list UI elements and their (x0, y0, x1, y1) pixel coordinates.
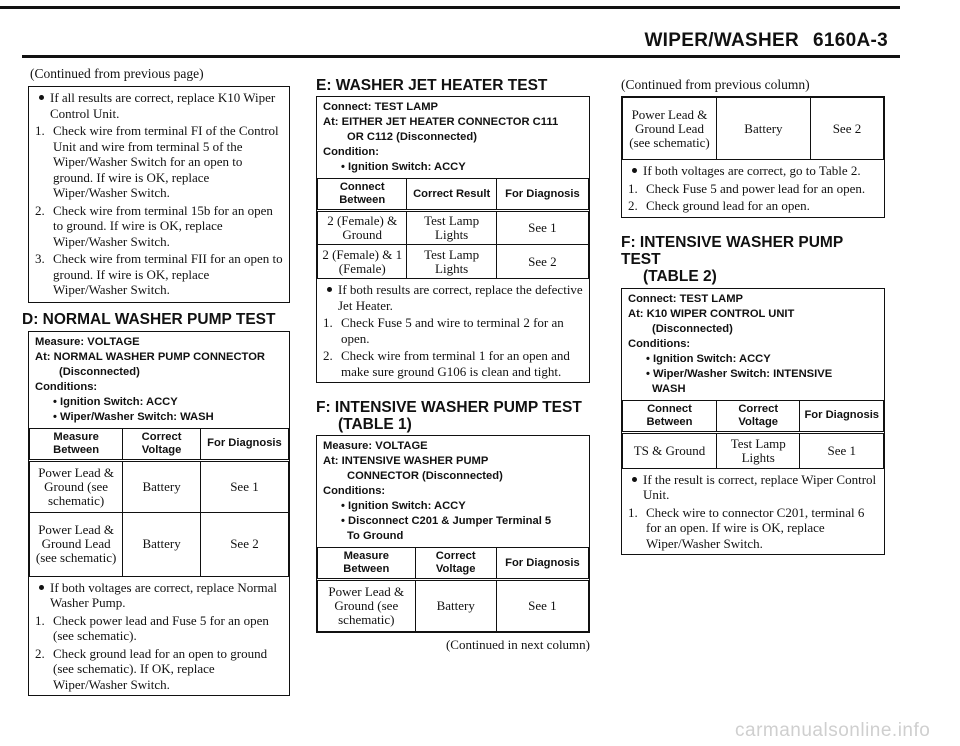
test-f2-notes: If the result is correct, replace Wiper Control Unit. 1. Check wire to connector C201, terminal 6 for an open. If wire is OK, replace Wiper/Washer Switch. (628, 471, 877, 551)
table-cell: Power Lead & Ground (see schematic) (30, 460, 123, 512)
note-bullet: If both voltages are correct, replace Normal Washer Pump. (50, 579, 278, 610)
test-f1-title (316, 399, 590, 433)
spec-at: At: INTENSIVE WASHER PUMP (323, 455, 489, 467)
table-cell: Battery (123, 460, 201, 512)
table-cell: Battery (716, 98, 810, 160)
column-1 (22, 66, 290, 696)
test-f2-spec: Connect: TEST LAMP At: K10 WIPER CONTROL UNIT (Disconnected) Conditions: • Ignition Switch: ACCY • Wiper/Washer Switch: INTENSIVE WASH (622, 289, 884, 400)
test-f1-box (316, 435, 590, 633)
test-d-notes: If both voltages are correct, replace Normal Washer Pump. 1. Check power lead and Fuse 5 for an open (see schematic). 2. Check ground lead for an open to ground (see schematic). If OK, replace Wiper/Washer Switch. (29, 577, 289, 696)
spec-condition: Wiper/Washer Switch: WASH (60, 410, 214, 423)
note-bullet: If the result is correct, replace Wiper Control Unit. (643, 471, 877, 502)
bullet-icon (327, 287, 332, 292)
note-bullet: If all results are correct, replace K10 Wiper Control Unit. (50, 90, 276, 121)
spec-condition-cont: To Ground (347, 530, 404, 542)
spec-at: At: NORMAL WASHER PUMP CONNECTOR (35, 350, 265, 363)
table-cell: See 2 (200, 512, 288, 576)
column-header: Correct Voltage (716, 400, 800, 432)
spec-condition-cont: WASH (652, 382, 686, 395)
note-step: Check wire from terminal 1 for an open and make sure ground G106 is clean and tight. (341, 348, 570, 379)
spec-connect: Connect: TEST LAMP (323, 101, 438, 113)
table-cell: See 1 (496, 211, 588, 245)
test-f2-title (621, 234, 885, 285)
table-row (318, 211, 589, 245)
table-row (623, 98, 884, 160)
note-step: Check wire from terminal FII for an open to ground. If wire is OK, replace Wiper/Washer Switch. (53, 251, 283, 297)
bullet-icon (39, 95, 44, 100)
continued-note: (Continued from previous column) (621, 77, 810, 92)
spec-condition: Ignition Switch: ACCY (60, 395, 178, 408)
note-step: Check wire to connector C201, terminal 6 for an open. If wire is OK, replace Wiper/Washer Switch. (646, 504, 865, 551)
table-cell: 2 (Female) & Ground (318, 211, 407, 245)
spec-condition: Ignition Switch: ACCY (348, 500, 466, 512)
test-d-table (29, 428, 289, 577)
note-step: Check power lead and Fuse 5 for an open (see schematic). (53, 612, 269, 643)
test-e-table (317, 178, 589, 279)
column-2 (316, 77, 590, 653)
test-d-box (28, 331, 290, 697)
table-cell: Power Lead & Ground Lead (see schematic) (623, 98, 717, 160)
table-row (318, 245, 589, 279)
table-row (30, 512, 289, 576)
spec-condition: Disconnect C201 & Jumper Terminal 5 (348, 515, 552, 527)
table-cell: 2 (Female) & 1 (Female) (318, 245, 407, 279)
watermark-text: carmanualsonline.info (735, 720, 931, 741)
table-continuation-box (621, 96, 885, 218)
column-header: For Diagnosis (200, 428, 288, 460)
note-step: Check ground lead for an open. (646, 198, 810, 213)
spec-at: At: K10 WIPER CONTROL UNIT (628, 307, 795, 320)
spec-measure: Measure: VOLTAGE (35, 335, 140, 348)
page-number: 6160A-3 (813, 30, 888, 51)
table-row (30, 460, 289, 512)
test-f2-title-sub: (TABLE 2) (643, 267, 717, 285)
test-f1-table-continued (622, 97, 884, 160)
top-rule (0, 6, 900, 9)
table-cell: TS & Ground (623, 432, 717, 468)
column-3 (621, 77, 885, 555)
bullet-icon (632, 477, 637, 482)
continued-note: (Continued from previous page) (30, 66, 204, 81)
spec-condition: Wiper/Washer Switch: INTENSIVE (653, 367, 833, 380)
test-f1-spec: Measure: VOLTAGE At: INTENSIVE WASHER PUMP CONNECTOR (Disconnected) Conditions: • Ignition Switch: ACCY • Disconnect C201 & Jumper Terminal 5 To Ground (317, 436, 589, 547)
bullet-icon (39, 585, 44, 590)
test-f1-title-sub: (TABLE 1) (338, 416, 412, 433)
note-bullet: If both voltages are correct, go to Table 2. (643, 163, 861, 178)
note-step: Check wire from terminal FI of the Control Unit and wire from terminal 5 of the Wiper/Washer Switch for an open to ground. If wire is OK, replace Wiper/Washer Switch. (53, 123, 279, 200)
section-title: WIPER/WASHER (644, 30, 800, 51)
top-notes-box: If all results are correct, replace K10 Wiper Control Unit. 1. Check wire from terminal FI of the Control Unit and wire from terminal 5 of the Wiper/Washer Switch for an open to ground. If wire is OK, replace Wiper/Washer Switch. 2. Check wire from terminal 15b for an open to ground. If wire is OK, replace Wiper/Washer Switch. 3. Check wire from terminal FII for an open to ground. If wire is OK, replace Wiper/Washer Switch. (28, 86, 290, 303)
continued-next: (Continued in next column) (445, 637, 590, 652)
table-cell: See 2 (810, 98, 883, 160)
bullet-icon (632, 168, 637, 173)
test-f2-table (622, 400, 884, 469)
column-header: Measure Between (30, 428, 123, 460)
spec-condition: Ignition Switch: ACCY (653, 352, 771, 365)
spec-at-note: OR C112 (Disconnected) (347, 131, 477, 143)
spec-at-note: (Disconnected) (652, 322, 733, 335)
test-f2-box (621, 288, 885, 556)
table-cell: Test Lamp Lights (407, 245, 496, 279)
column-header: Correct Result (407, 179, 496, 211)
table-cell: See 1 (200, 460, 288, 512)
note-step: Check wire from terminal 15b for an open to ground. If wire is OK, replace Wiper/Washer Switch. (53, 202, 273, 249)
table-cell: Power Lead & Ground (see schematic) (318, 580, 416, 632)
spec-conditions: Conditions: (628, 337, 691, 350)
table-cell: Power Lead & Ground Lead (see schematic) (30, 512, 123, 576)
column-header: Correct Voltage (415, 548, 496, 580)
spec-conditions: Conditions: (323, 485, 386, 497)
spec-condition: Ignition Switch: ACCY (348, 161, 466, 173)
table-row (318, 580, 589, 632)
column-header: For Diagnosis (496, 179, 588, 211)
note-bullet: If both results are correct, replace the defective Jet Heater. (338, 282, 583, 313)
column-header: Correct Voltage (123, 428, 201, 460)
test-e-title: E: WASHER JET HEATER TEST (316, 77, 548, 94)
test-e-box (316, 96, 590, 383)
header-rule (22, 55, 900, 58)
spec-at: At: EITHER JET HEATER CONNECTOR C111 (323, 116, 559, 128)
table-cell: See 1 (800, 432, 884, 468)
table-cell: Battery (123, 512, 201, 576)
test-e-notes: If both results are correct, replace the defective Jet Heater. 1. Check Fuse 5 and wire to terminal 2 for an open. 2. Check wire from terminal 1 for an open and make sure ground G106 is clean and tight. (323, 282, 583, 379)
table-cell: See 1 (496, 580, 588, 632)
column-header: Connect Between (318, 179, 407, 211)
table-cell: Test Lamp Lights (407, 211, 496, 245)
spec-connect: Connect: TEST LAMP (628, 292, 743, 305)
table-row (623, 432, 884, 468)
test-f1-title-line: F: INTENSIVE WASHER PUMP TEST (316, 399, 582, 416)
note-step: Check ground lead for an open to ground (see schematic). If OK, replace Wiper/Washer Switch. (53, 645, 268, 692)
test-f2-title-line: F: INTENSIVE WASHER PUMP TEST (621, 233, 843, 268)
spec-measure: Measure: VOLTAGE (323, 440, 428, 452)
table-cell: Test Lamp Lights (716, 432, 800, 468)
column-header: For Diagnosis (800, 400, 884, 432)
test-d-title: D: NORMAL WASHER PUMP TEST (22, 310, 276, 328)
table-cell: See 2 (496, 245, 588, 279)
note-step: Check Fuse 5 and wire to terminal 2 for an open. (341, 315, 564, 346)
page-header (644, 30, 888, 52)
test-d-spec: Measure: VOLTAGE At: NORMAL WASHER PUMP CONNECTOR (Disconnected) Conditions: • Ignition Switch: ACCY • Wiper/Washer Switch: WASH (29, 332, 289, 428)
spec-conditions: Conditions: (35, 380, 98, 393)
note-step: Check Fuse 5 and power lead for an open. (646, 180, 866, 196)
test-e-spec: Connect: TEST LAMP At: EITHER JET HEATER CONNECTOR C111 OR C112 (Disconnected) Condition: • Ignition Switch: ACCY (317, 97, 589, 178)
table-cell: Battery (415, 580, 496, 632)
spec-at-note: (Disconnected) (59, 365, 140, 378)
test-f1-table (317, 547, 589, 632)
column-header: Measure Between (318, 548, 416, 580)
spec-conditions: Condition: (323, 146, 379, 158)
column-header: Connect Between (623, 400, 717, 432)
spec-at-note: CONNECTOR (Disconnected) (347, 470, 503, 482)
continuation-notes: If both voltages are correct, go to Table 2. 1. Check Fuse 5 and power lead for an open. 2. Check ground lead for an open. (628, 163, 866, 213)
column-header: For Diagnosis (496, 548, 588, 580)
